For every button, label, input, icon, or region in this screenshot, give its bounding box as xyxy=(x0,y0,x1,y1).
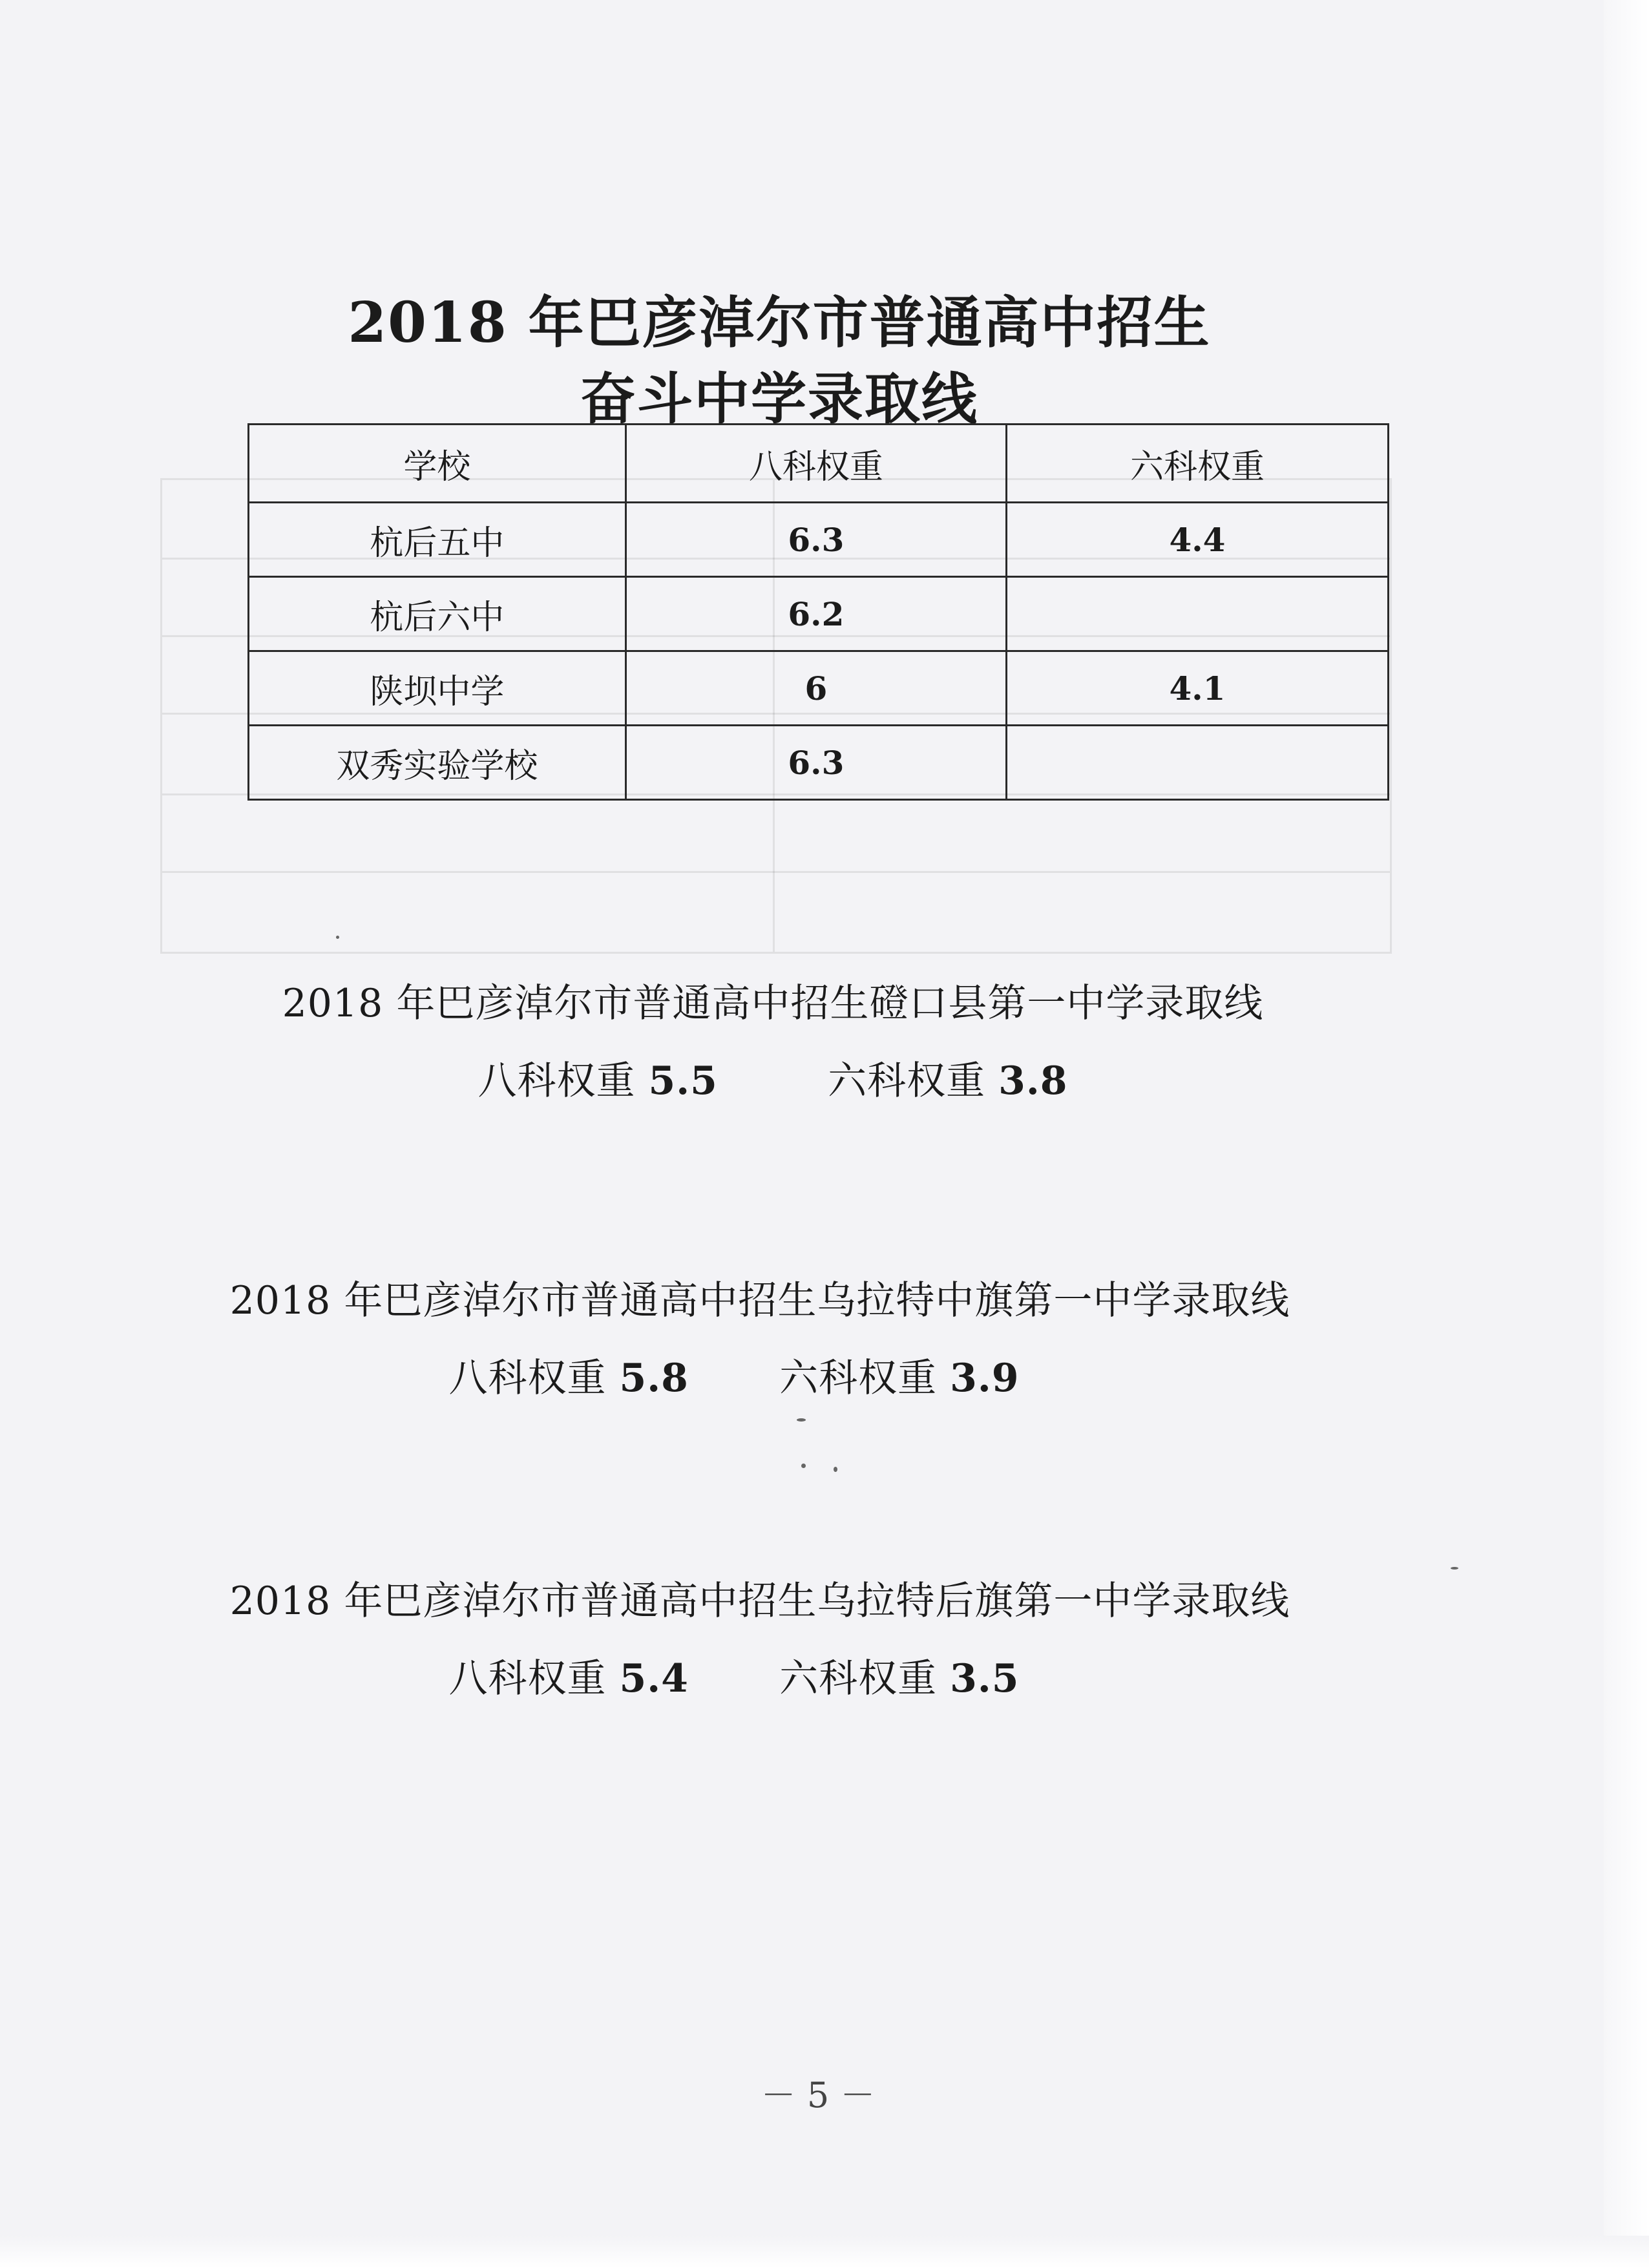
scan-speck xyxy=(1451,1567,1458,1570)
section-title-wulate-houqi: 2018 年巴彦淖尔市普通高中招生乌拉特后旗第一中学录取线 xyxy=(229,1579,1290,1624)
six-subject-label: 六科权重 xyxy=(828,1058,986,1104)
school-name: 陕坝中学 xyxy=(249,651,626,726)
section-weights-wulate-houqi xyxy=(0,1648,1559,1703)
table-row xyxy=(249,503,1389,577)
scan-speck xyxy=(834,1467,837,1472)
section-weights-wulate-zhongqi xyxy=(0,1347,1559,1403)
six-subject-label: 六科权重 xyxy=(779,1356,938,1401)
scan-edge-bottom xyxy=(0,2236,1649,2268)
six-subject-value: 3.8 xyxy=(998,1058,1068,1104)
scan-speck xyxy=(797,1418,806,1422)
eight-subject-label: 八科权重 xyxy=(478,1058,636,1104)
eight-subject-label: 八科权重 xyxy=(448,1656,607,1701)
eight-subject-label: 八科权重 xyxy=(448,1356,607,1401)
section-weights-dengkou xyxy=(0,1050,1597,1106)
six-subject-value: 3.5 xyxy=(950,1656,1020,1701)
table-row xyxy=(249,726,1389,800)
eight-subject-value: 5.8 xyxy=(619,1356,689,1401)
section-title-dengkou: 2018 年巴彦淖尔市普通高中招生磴口县第一中学录取线 xyxy=(282,981,1264,1026)
section-title-wulate-zhongqi: 2018 年巴彦淖尔市普通高中招生乌拉特中旗第一中学录取线 xyxy=(229,1278,1290,1323)
eight-subject-value: 5.5 xyxy=(648,1058,718,1104)
table-row xyxy=(249,651,1389,726)
header-school: 学校 xyxy=(249,425,626,503)
page-title-line-2: 奋斗中学录取线 xyxy=(580,366,978,432)
eight-subject-score: 6.2 xyxy=(625,577,1006,651)
table-header-row xyxy=(249,425,1389,503)
six-subject-score: 4.4 xyxy=(1006,503,1388,577)
six-subject-label: 六科权重 xyxy=(779,1656,938,1701)
six-subject-value: 3.9 xyxy=(950,1356,1020,1401)
table-row xyxy=(249,577,1389,651)
school-name: 双秀实验学校 xyxy=(249,726,626,800)
school-name: 杭后六中 xyxy=(249,577,626,651)
six-subject-score xyxy=(1006,726,1388,800)
eight-subject-score: 6.3 xyxy=(625,726,1006,800)
page-title-line-1: 2018 年巴彦淖尔市普通高中招生 xyxy=(348,290,1211,355)
six-subject-score: 4.1 xyxy=(1006,651,1388,726)
eight-subject-score: 6 xyxy=(625,651,1006,726)
eight-subject-score: 6.3 xyxy=(625,503,1006,577)
scan-speck xyxy=(801,1464,806,1468)
six-subject-score xyxy=(1006,577,1388,651)
page-number: － 5 － xyxy=(761,2075,876,2116)
header-eight-subject-weight: 八科权重 xyxy=(625,425,1006,503)
admission-score-table xyxy=(247,423,1389,801)
school-name: 杭后五中 xyxy=(249,503,626,577)
header-six-subject-weight: 六科权重 xyxy=(1006,425,1388,503)
scan-edge xyxy=(1604,0,1649,2268)
eight-subject-value: 5.4 xyxy=(619,1656,689,1701)
